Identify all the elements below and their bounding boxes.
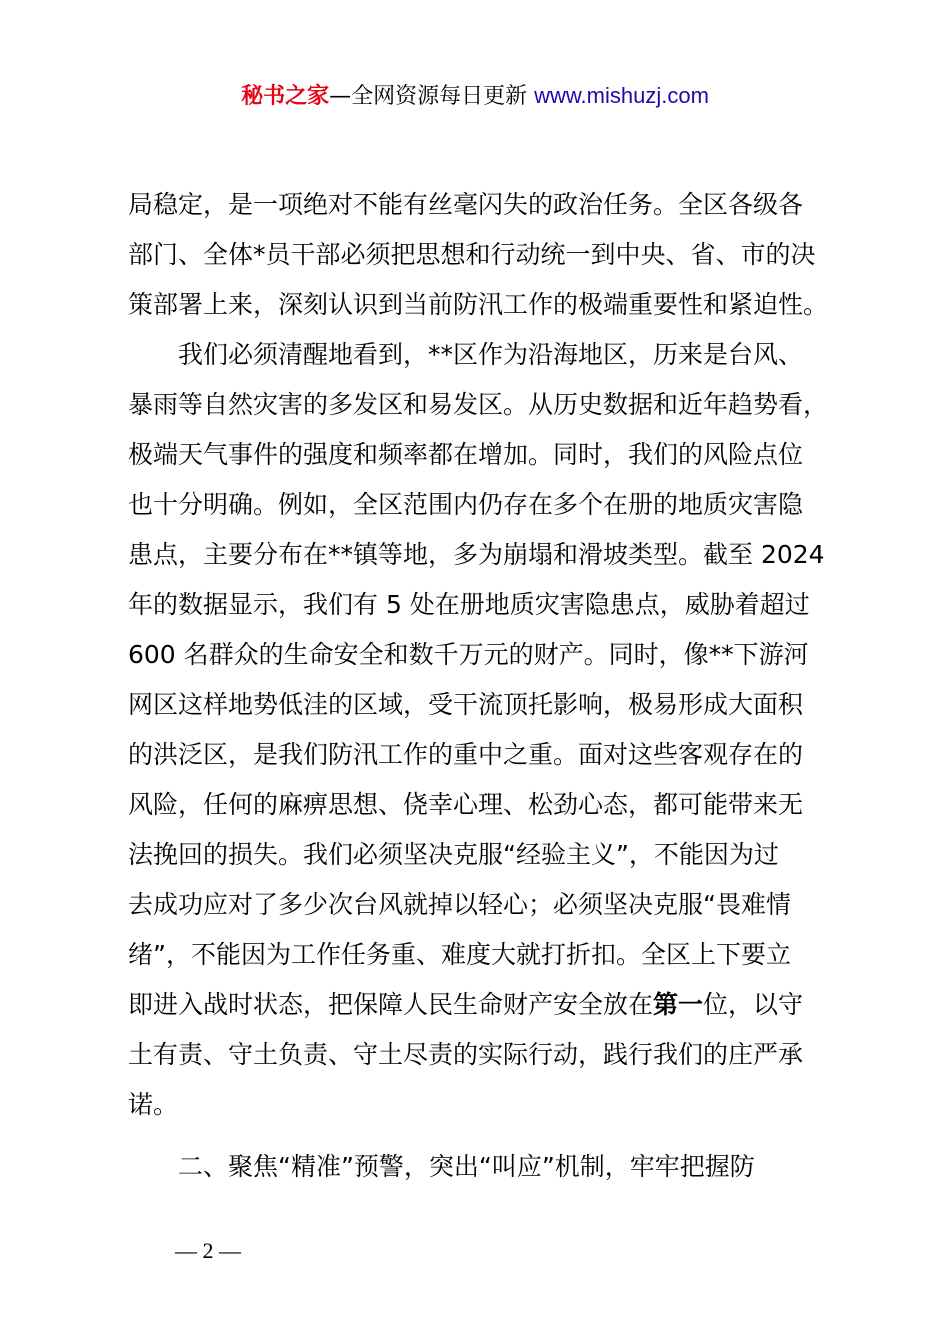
- text-line: 土有责、守土负责、守土尽责的实际行动，践行我们的庄严承: [128, 1040, 804, 1069]
- text-line: 600 名群众的生命安全和数千万元的财产。同时，像**下游河: [128, 640, 809, 669]
- text-line: 诺。: [128, 1090, 179, 1119]
- text-line: 二、聚焦“精准”预警，突出“叫应”机制，牢牢把握防: [128, 1152, 755, 1181]
- line-text-before: 即进入战时状态，把保障人民生命财产安全放在: [128, 990, 654, 1019]
- text-line: 部门、全体*员干部必须把思想和行动统一到中央、省、市的决: [128, 240, 816, 269]
- text-line: 我们必须清醒地看到，**区作为沿海地区，历来是台风、: [128, 340, 804, 369]
- site-url-link[interactable]: www.mishuzj.com: [534, 83, 709, 108]
- brand-name: 秘书之家: [241, 84, 330, 109]
- text-line: 患点，主要分布在**镇等地，多为崩塌和滑坡类型。截至 2024: [128, 540, 825, 569]
- text-line: 年的数据显示，我们有 5 处在册地质灾害隐患点，威胁着超过: [128, 590, 810, 619]
- text-line: 绪”，不能因为工作任务重、难度大就打折扣。全区上下要立: [128, 940, 791, 969]
- text-line: 暴雨等自然灾害的多发区和易发区。从历史数据和近年趋势看，: [128, 390, 829, 419]
- document-body: [128, 180, 838, 1192]
- site-header: [0, 80, 950, 113]
- section-heading-2: [128, 1142, 838, 1192]
- header-slogan: —全网资源每日更新: [329, 84, 535, 109]
- paragraph-1: [128, 180, 838, 330]
- text-line-with-emphasis: [128, 980, 838, 1030]
- text-line: 的洪泛区，是我们防汛工作的重中之重。面对这些客观存在的: [128, 740, 804, 769]
- paragraph-2: [128, 330, 838, 1130]
- text-line: 法挽回的损失。我们必须坚决克服“经验主义”，不能因为过: [128, 840, 779, 869]
- text-line: 网区这样地势低洼的区域，受干流顶托影响，极易形成大面积: [128, 690, 804, 719]
- text-line: 去成功应对了多少次台风就掉以轻心；必须坚决克服“畏难情: [128, 890, 791, 919]
- text-line: 极端天气事件的强度和频率都在增加。同时，我们的风险点位: [128, 440, 804, 469]
- emphasized-text: 第一: [653, 990, 704, 1019]
- text-line: 风险，任何的麻痹思想、侥幸心理、松劲心态，都可能带来无: [128, 790, 804, 819]
- text-line: 局稳定，是一项绝对不能有丝毫闪失的政治任务。全区各级各: [128, 190, 804, 219]
- text-line: 策部署上来，深刻认识到当前防汛工作的极端重要性和紧迫性。: [128, 290, 829, 319]
- page-number: — 2 —: [175, 1238, 241, 1263]
- text-line: 也十分明确。例如，全区范围内仍存在多个在册的地质灾害隐: [128, 490, 804, 519]
- paragraph-gap: [128, 1130, 838, 1142]
- line-text-after: 位，以守: [703, 990, 804, 1019]
